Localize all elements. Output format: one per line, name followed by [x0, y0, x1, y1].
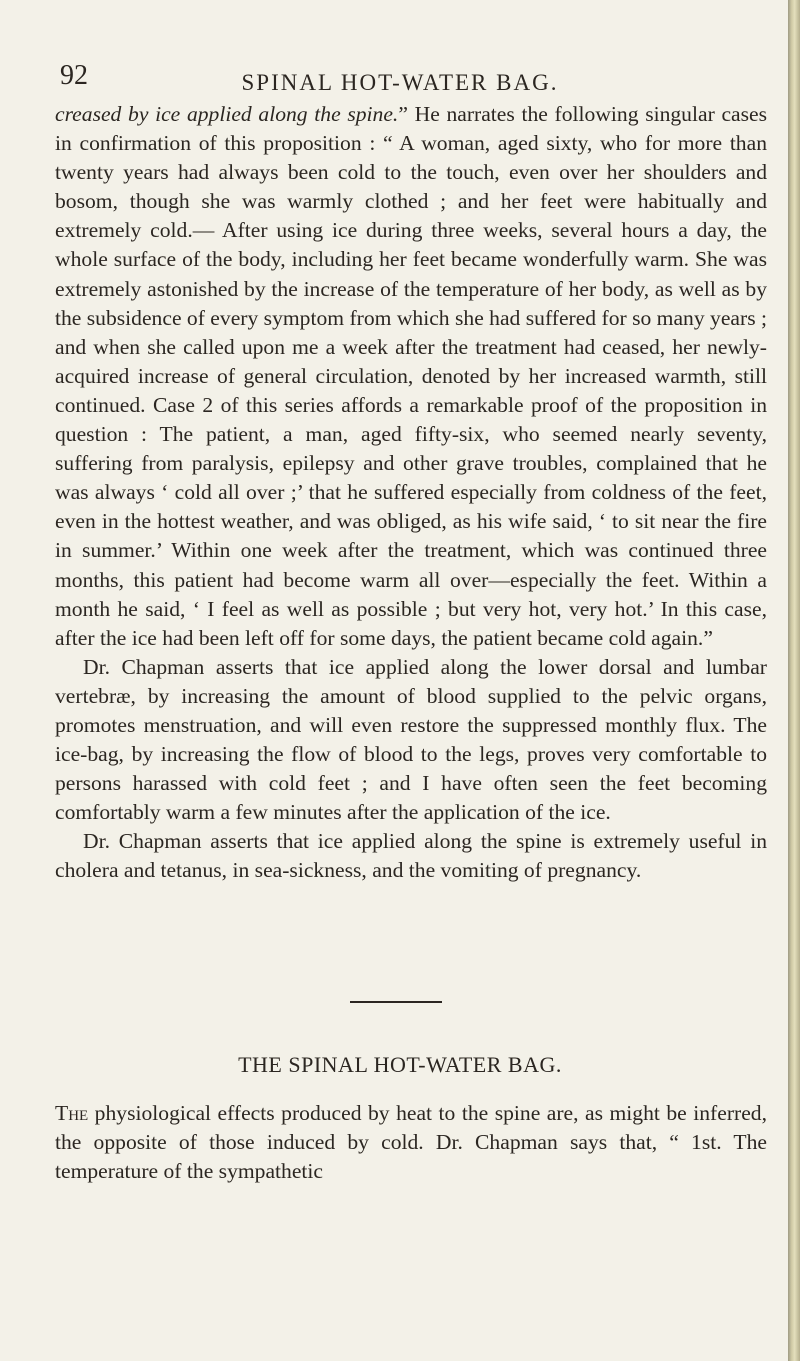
section-divider [350, 1001, 442, 1003]
section-paragraph [55, 1099, 767, 1186]
italic-quote: creased by ice applied along the spine. [55, 102, 399, 126]
paragraph-cholera: Dr. Chapman asserts that ice applied along the spine is extremely useful in cholera and tetanus, in sea-sickness, and the vomiting of pregnancy. [55, 829, 767, 883]
section-paragraph-text: physiological effects produced by heat to the spine are, as might be inferred, the opposite of those induced by cold. Dr. Chapman says that, “ 1st. The temperature of the sympathetic [55, 1101, 767, 1184]
paragraph-menstruation: Dr. Chapman asserts that ice applied along the lower dorsal and lumbar vertebræ, by increasing the amount of blood supplied to the pelvic organs, promotes menstruation, and will even restore the suppressed monthly flux. The ice-bag, by increasing the flow of blood to the legs, proves very comfortable to persons harassed with cold feet ; and I have often seen the feet becoming comfortably warm a few minutes after the application of the ice. [55, 654, 767, 825]
lead-word: The [55, 1101, 89, 1125]
running-head: SPINAL HOT-WATER BAG. [241, 70, 559, 95]
page-number: 92 [60, 60, 88, 91]
body-text [55, 100, 767, 886]
section-heading: THE SPINAL HOT-WATER BAG. [238, 1052, 562, 1077]
paragraph-continued [55, 100, 767, 653]
paragraph-continued-text: ” He narrates the following singular cases in confirmation of this proposition : “ A woman, aged sixty, who for more than twenty years had always been cold to the touch, even over her shoulders and bosom, though she was warmly clothed ; and her feet were habitually and extremely cold.— After using ice during three weeks, several hours a day, the whole surface of the body, including her feet became wonderfully warm. She was extremely astonished by the increase of the temperature of her body, as well as by the subsidence of every symptom from which she had suffered for so many years ; and when she called upon me a week after the treatment had ceased, her newly-acquired increase of general circulation, denoted by her increased warmth, still continued. Case 2 of this series affords a remarkable proof of the proposition in question : The patient, a man, aged fifty-six, who seemed nearly seventy, suffering from paralysis, epilepsy and other grave troubles, complained that he was always ‘ cold all over ;’ that he suffered especially from coldness of the feet, even in the hottest weather, and was obliged, as his wife said, ‘ to sit near the fire in summer.’ Within one week after the treatment, which was continued three months, this patient had become warm all over—especially the feet. Within a month he said, ‘ I feel as well as possible ; but very hot, very hot.’ In this case, after the ice had been left off for some days, the patient became cold again.” [55, 102, 768, 650]
page-edge-shadow [788, 0, 800, 1361]
